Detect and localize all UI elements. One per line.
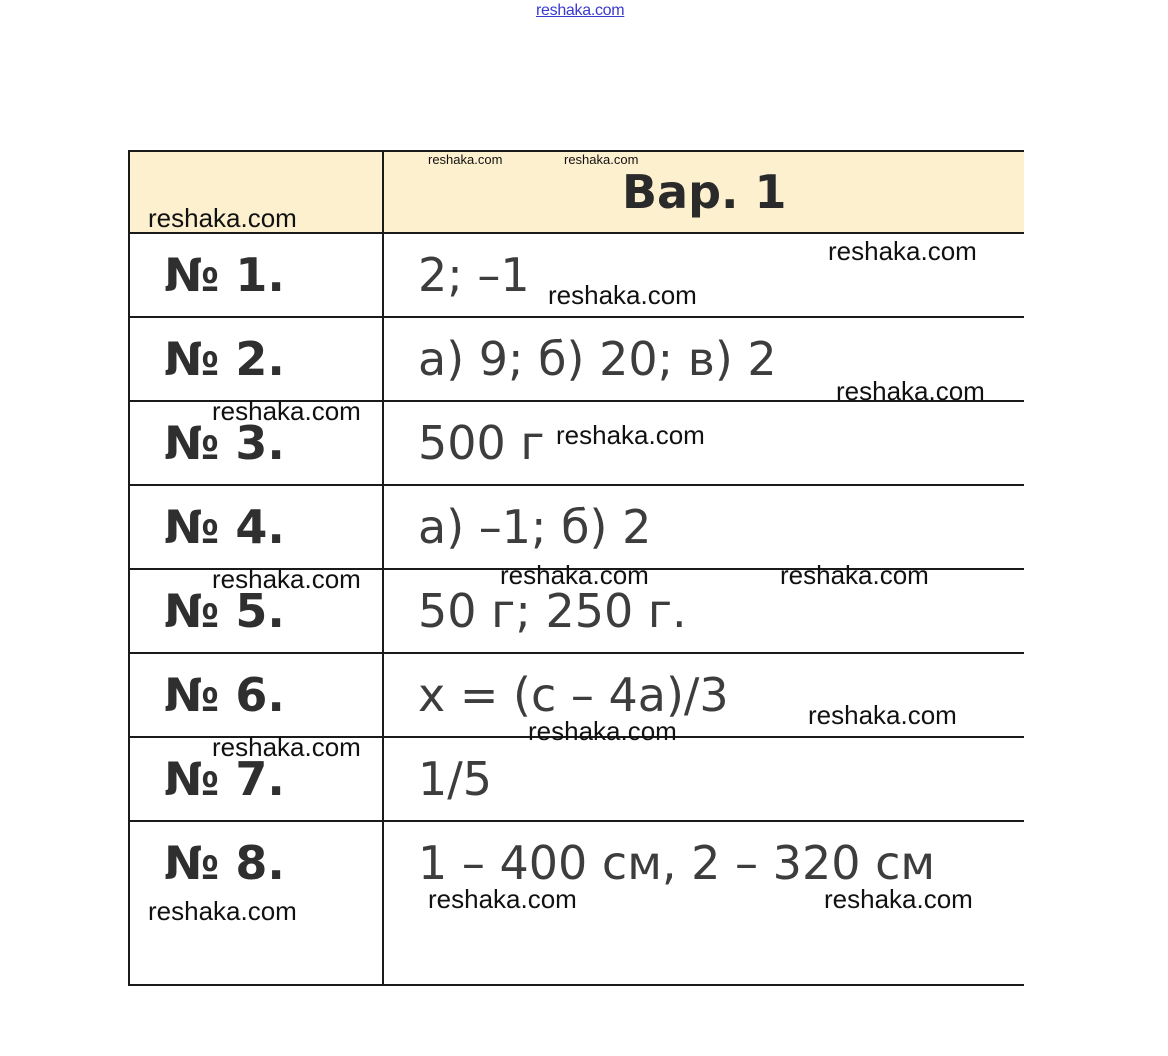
task-number: № 3. xyxy=(164,416,285,470)
watermark: reshaka.com xyxy=(212,732,361,762)
task-answer: а) 9; б) 20; в) 2 xyxy=(418,332,777,386)
task-number: № 7. xyxy=(164,752,285,806)
watermark: reshaka.com xyxy=(808,700,957,730)
watermark: reshaka.com xyxy=(428,152,503,167)
variant-title: Вар. 1 xyxy=(622,165,787,219)
task-number: № 6. xyxy=(164,668,285,722)
watermark: reshaka.com xyxy=(780,560,929,590)
watermark: reshaka.com xyxy=(556,420,705,450)
task-number: № 8. xyxy=(164,836,285,890)
watermark: reshaka.com xyxy=(528,716,677,746)
watermark: reshaka.com xyxy=(212,396,361,426)
task-number: № 1. xyxy=(164,248,285,302)
watermark: reshaka.com xyxy=(148,896,297,926)
watermark: reshaka.com xyxy=(500,560,649,590)
task-number: № 2. xyxy=(164,332,285,386)
table-row xyxy=(129,485,1024,569)
task-answer: 2; –1 xyxy=(418,248,530,302)
task-answer: 500 г xyxy=(418,416,545,470)
site-link[interactable]: reshaka.com xyxy=(536,2,625,19)
watermark: reshaka.com xyxy=(824,884,973,914)
task-number: № 5. xyxy=(164,584,285,638)
watermark: reshaka.com xyxy=(428,884,577,914)
watermark: reshaka.com xyxy=(212,564,361,594)
task-answer: 50 г; 250 г. xyxy=(418,584,687,638)
watermark: reshaka.com xyxy=(836,376,985,406)
watermark: reshaka.com xyxy=(564,152,639,167)
task-answer: 1/5 xyxy=(418,752,493,806)
task-answer: х = (с – 4а)/3 xyxy=(418,668,729,722)
task-number: № 4. xyxy=(164,500,285,554)
watermark: reshaka.com xyxy=(148,203,297,233)
task-answer: а) –1; б) 2 xyxy=(418,500,652,554)
watermark: reshaka.com xyxy=(548,280,697,310)
task-answer: 1 – 400 см, 2 – 320 см xyxy=(418,836,936,890)
watermark: reshaka.com xyxy=(828,236,977,266)
